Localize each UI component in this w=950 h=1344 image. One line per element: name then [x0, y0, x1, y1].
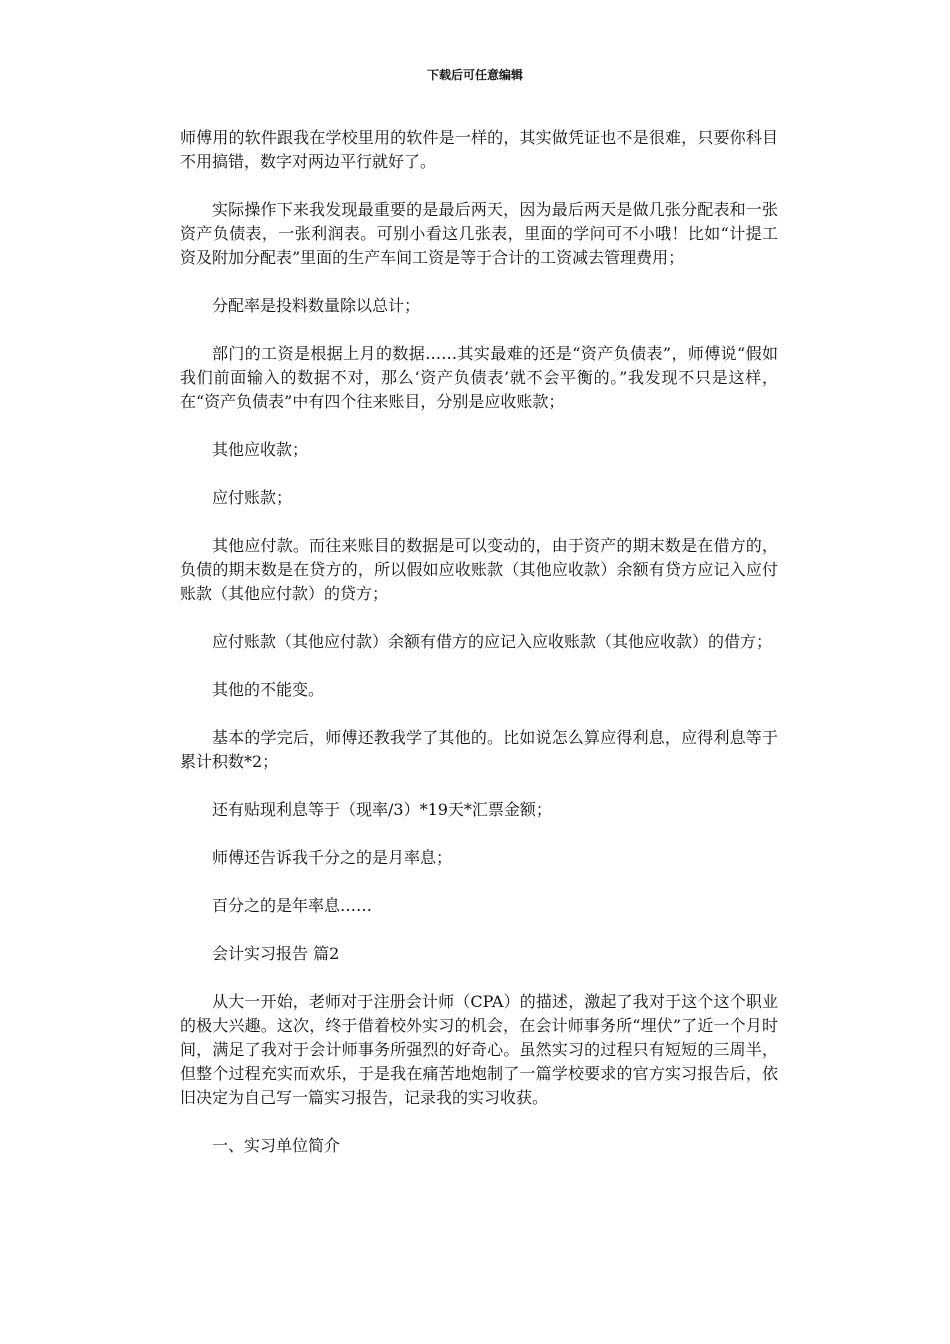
paragraph: 其他应付款。而往来账目的数据是可以变动的，由于资产的期末数是在借方的，负债的期末数是在贷方的，所以假如应收账款（其他应收款）余额有贷方应记入应付账款（其他应付款）的贷方； — [180, 536, 778, 603]
paragraph: 从大一开始，老师对于注册会计师（CPA）的描述，激起了我对于这个这个职业的极大兴趣。这次，终于借着校外实习的机会，在会计师事务所“埋伏”了近一个月时间，满足了我对于会计师事务所强烈的好奇心。虽然实习的过程只有短短的三周半，但整个过程充实而欢乐，于是我在痛苦地炮制了一篇学校要求的官方实习报告后，依旧决定为自己写一篇实习报告，记录我的实习收获。 — [180, 992, 778, 1107]
document-body — [180, 126, 778, 1182]
paragraph: 师傅还告诉我千分之的是月率息； — [212, 848, 453, 867]
paragraph: 还有贴现利息等于（现率/3）*19天*汇票金额； — [212, 800, 552, 819]
paragraph: 部门的工资是根据上月的数据……其实最难的还是“资产负债表”，师傅说“假如我们前面输入的数据不对，那么‘资产负债表’就不会平衡的。”我发现不只是这样，在“资产负债表”中有四个往来账目，分别是应收账款； — [180, 344, 778, 411]
paragraph: 其他应收款； — [212, 440, 309, 459]
paragraph: 分配率是投料数量除以总计； — [212, 296, 421, 315]
paragraph: 实际操作下来我发现最重要的是最后两天，因为最后两天是做几张分配表和一张资产负债表，一张利润表。可别小看这几张表，里面的学问可不小哦！比如“计提工资及附加分配表”里面的生产车间工资是等于合计的工资减去管理费用； — [180, 200, 778, 267]
page-header: 下载后可任意编辑 — [426, 68, 523, 82]
section-heading: 一、实习单位简介 — [212, 1136, 341, 1155]
paragraph: 师傅用的软件跟我在学校里用的软件是一样的，其实做凭证也不是很难，只要你科目不用搞错，数字对两边平行就好了。 — [180, 128, 778, 171]
paragraph: 基本的学完后，师傅还教我学了其他的。比如说怎么算应得利息，应得利息等于累计积数*2； — [180, 728, 778, 771]
paragraph: 应付账款； — [212, 488, 293, 507]
paragraph: 百分之的是年率息…… — [212, 896, 373, 915]
paragraph: 其他的不能变。 — [212, 680, 325, 699]
paragraph: 应付账款（其他应付款）余额有借方的应记入应收账款（其他应收款）的借方； — [212, 632, 773, 651]
section-heading: 会计实习报告 篇2 — [212, 944, 340, 963]
